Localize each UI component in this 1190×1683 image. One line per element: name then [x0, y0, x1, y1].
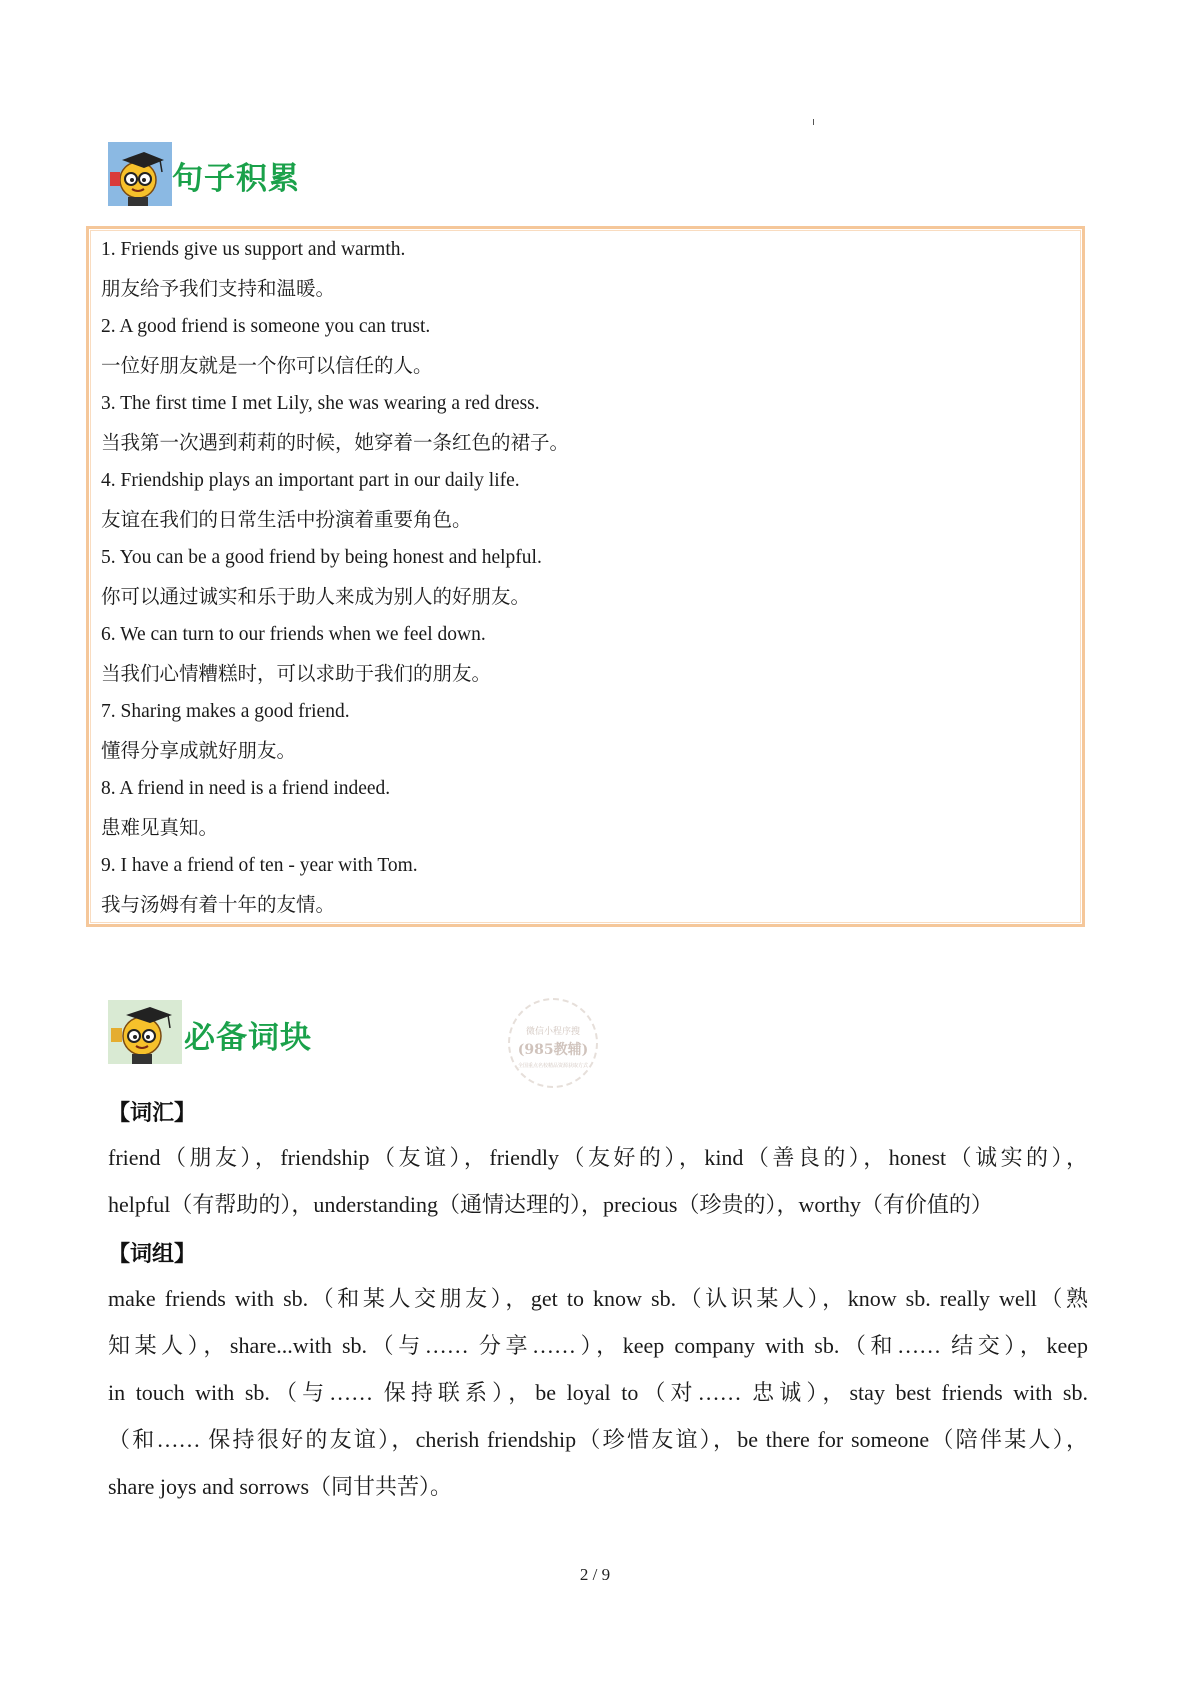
- phrases-heading: 【词组】: [108, 1242, 197, 1267]
- sentence-item: [89, 462, 1082, 539]
- sentence-en: 6. We can turn to our friends when we feel down.: [101, 624, 486, 645]
- sentence-en: 9. I have a friend of ten - year with Tom.: [101, 855, 418, 876]
- sentence-zh: 朋友给予我们支持和温暖。: [101, 277, 336, 300]
- sentence-zh: 懂得分享成就好朋友。: [101, 739, 297, 762]
- phrase-line: （和…… 保持很好的友谊），cherish friendship（珍惜友谊），be there for someone（陪伴某人），: [108, 1427, 1088, 1452]
- sentence-item: [89, 770, 1082, 847]
- stray-mark: [813, 119, 814, 125]
- vocab-heading: 【词汇】: [108, 1101, 197, 1126]
- vocab-line: friend（朋友），friendship（友谊），friendly（友好的），kind（善良的），honest（诚实的），: [108, 1145, 1088, 1170]
- sentence-en: 3. The first time I met Lily, she was wearing a red dress.: [101, 393, 540, 414]
- stamp-line-2: (985教辅): [517, 1042, 589, 1058]
- sentence-en: 1. Friends give us support and warmth.: [101, 239, 406, 260]
- sentence-item: [89, 616, 1082, 693]
- phrase-line: 知某人），share...with sb.（与…… 分享……），keep company with sb.（和…… 结交），keep: [108, 1333, 1088, 1358]
- phrase-line: share joys and sorrows（同甘共苦）。: [108, 1474, 453, 1499]
- mascot-scholar-icon: [108, 142, 172, 206]
- vocab-paragraph: [108, 1134, 1088, 1228]
- sentence-zh: 当我们心情糟糕时，可以求助于我们的朋友。: [101, 662, 492, 685]
- stamp-line-3: 全国重点名校精品资源获取方式: [517, 1063, 588, 1069]
- sentence-en: 5. You can be a good friend by being honest and helpful.: [101, 547, 542, 568]
- sentence-item: [89, 847, 1082, 924]
- phrase-line: make friends with sb.（和某人交朋友），get to know sb.（认识某人），know sb. really well（熟: [108, 1286, 1088, 1311]
- phrase-line: in touch with sb.（与…… 保持联系），be loyal to（对…… 忠诚），stay best friends with sb.: [108, 1380, 1088, 1405]
- sentence-item: [89, 231, 1082, 308]
- vocab-line: helpful（有帮助的），understanding（通情达理的），precious（珍贵的），worthy（有价值的）: [108, 1192, 993, 1217]
- sentence-en: 2. A good friend is someone you can trust.: [101, 316, 431, 337]
- sentence-en: 8. A friend in need is a friend indeed.: [101, 778, 391, 799]
- section-title-phrases: 必备词块: [184, 1020, 312, 1056]
- mascot-scholar-icon: [108, 1000, 182, 1064]
- sentence-zh: 我与汤姆有着十年的友情。: [101, 893, 336, 916]
- watermark-stamp: [508, 998, 598, 1088]
- sentence-zh: 一位好朋友就是一个你可以信任的人。: [101, 354, 433, 377]
- sentence-en: 7. Sharing makes a good friend.: [101, 701, 350, 722]
- phrases-paragraph: [108, 1275, 1088, 1510]
- sentence-item: [89, 385, 1082, 462]
- sentence-list-box: [86, 226, 1085, 927]
- sentence-zh: 你可以通过诚实和乐于助人来成为别人的好朋友。: [101, 585, 531, 608]
- sentence-zh: 当我第一次遇到莉莉的时候，她穿着一条红色的裙子。: [101, 431, 570, 454]
- sentence-item: [89, 308, 1082, 385]
- sentence-en: 4. Friendship plays an important part in our daily life.: [101, 470, 520, 491]
- section-title-sentences: 句子积累: [172, 161, 300, 197]
- page-number: 2 / 9: [579, 1565, 611, 1584]
- sentence-zh: 友谊在我们的日常生活中扮演着重要角色。: [101, 508, 472, 531]
- sentence-zh: 患难见真知。: [101, 816, 219, 839]
- sentence-item: [89, 539, 1082, 616]
- sentence-item: [89, 693, 1082, 770]
- stamp-line-1: 微信小程序搜: [525, 1027, 580, 1037]
